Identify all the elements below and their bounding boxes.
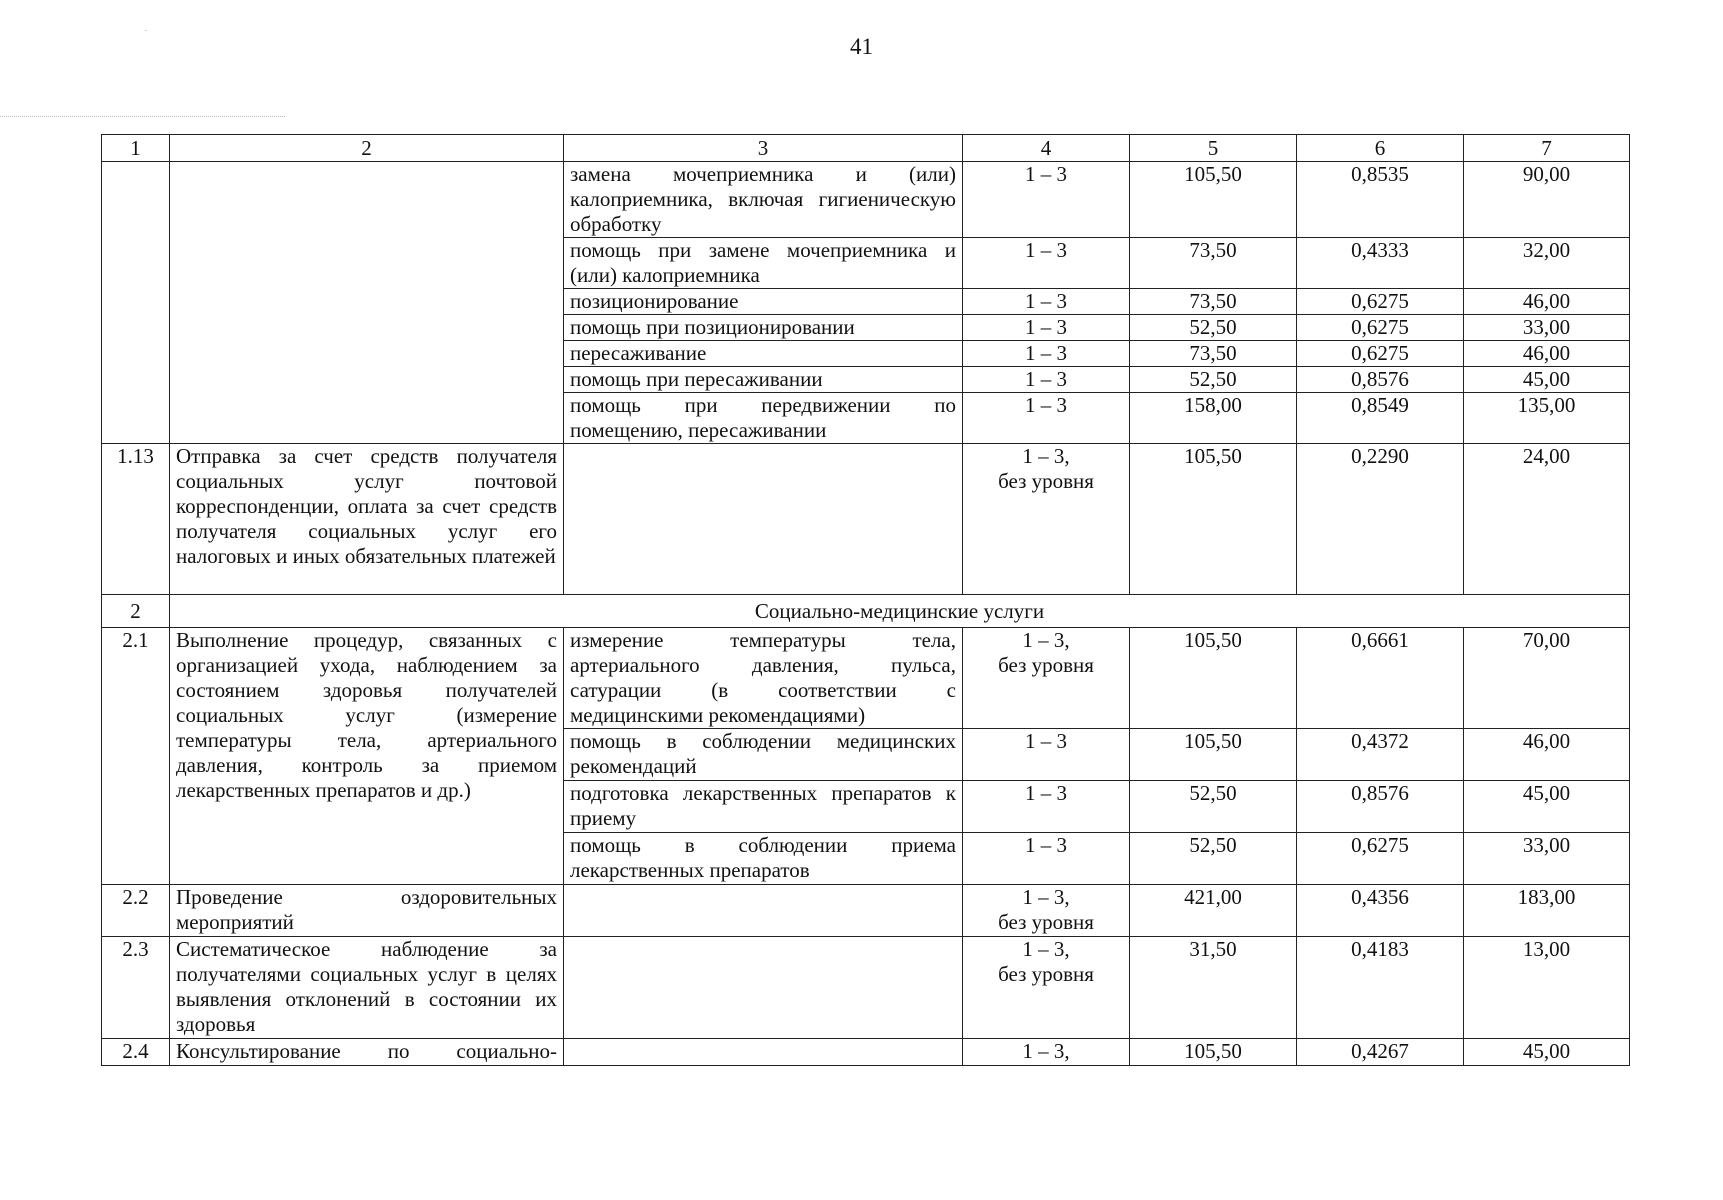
level-cell: 1 – 3 xyxy=(963,781,1130,833)
header-col-1: 1 xyxy=(102,135,170,162)
tariff-table xyxy=(101,134,1630,1066)
num-cell xyxy=(102,162,170,444)
level-cell: 1 – 3, без уровня xyxy=(963,444,1130,595)
section-row xyxy=(102,595,1630,628)
col7-cell: 46,00 xyxy=(1464,729,1630,781)
name-cell: Проведение оздоровительных мероприятий xyxy=(170,885,564,937)
name-cell: Выполнение процедур, связанных с организацией ухода, наблюдением за состоянием здоровья получателей социальных услуг (измерение температуры тела, артериального давления, контроль за приемом лекарственных препаратов и др.) xyxy=(170,628,564,885)
col6-cell: 0,8535 xyxy=(1297,162,1464,238)
name-cell: Систематическое наблюдение за получателями социальных услуг в целях выявления отклонений в состоянии их здоровья xyxy=(170,937,564,1039)
col7-cell: 183,00 xyxy=(1464,885,1630,937)
num-cell: 2.4 xyxy=(102,1039,170,1066)
table-row xyxy=(102,162,1630,238)
col7-cell: 45,00 xyxy=(1464,781,1630,833)
col6-cell: 0,4183 xyxy=(1297,937,1464,1039)
col5-cell: 52,50 xyxy=(1130,833,1297,885)
col5-cell: 73,50 xyxy=(1130,341,1297,367)
col6-cell: 0,6661 xyxy=(1297,628,1464,729)
col7-cell: 135,00 xyxy=(1464,393,1630,444)
scan-artifact xyxy=(145,30,147,31)
col5-cell: 421,00 xyxy=(1130,885,1297,937)
level-cell: 1 – 3 xyxy=(963,162,1130,238)
col5-cell: 105,50 xyxy=(1130,729,1297,781)
col5-cell: 52,50 xyxy=(1130,315,1297,341)
service-cell: помощь в соблюдении медицинских рекомендаций xyxy=(564,729,963,781)
col7-cell: 46,00 xyxy=(1464,289,1630,315)
col5-cell: 158,00 xyxy=(1130,393,1297,444)
level-cell: 1 – 3, без уровня xyxy=(963,937,1130,1039)
col6-cell: 0,4267 xyxy=(1297,1039,1464,1066)
table-row xyxy=(102,885,1630,937)
col5-cell: 105,50 xyxy=(1130,162,1297,238)
service-cell: позиционирование xyxy=(564,289,963,315)
col5-cell: 105,50 xyxy=(1130,628,1297,729)
service-cell: замена мочеприемника и (или) калоприемника, включая гигиеническую обработку xyxy=(564,162,963,238)
col6-cell: 0,6275 xyxy=(1297,833,1464,885)
col7-cell: 46,00 xyxy=(1464,341,1630,367)
level-cell: 1 – 3 xyxy=(963,833,1130,885)
col5-cell: 73,50 xyxy=(1130,238,1297,289)
section-title: Социально-медицинские услуги xyxy=(170,595,1630,628)
col7-cell: 13,00 xyxy=(1464,937,1630,1039)
col7-cell: 33,00 xyxy=(1464,833,1630,885)
col5-cell: 52,50 xyxy=(1130,367,1297,393)
col6-cell: 0,4372 xyxy=(1297,729,1464,781)
col5-cell: 105,50 xyxy=(1130,444,1297,595)
section-num-cell: 2 xyxy=(102,595,170,628)
page-number: 41 xyxy=(850,34,873,59)
col6-cell: 0,6275 xyxy=(1297,341,1464,367)
service-cell: помощь при пересаживании xyxy=(564,367,963,393)
level-cell: 1 – 3, без уровня xyxy=(963,885,1130,937)
num-cell: 2.2 xyxy=(102,885,170,937)
header-col-2: 2 xyxy=(170,135,564,162)
service-cell xyxy=(564,444,963,595)
service-cell: подготовка лекарственных препаратов к приему xyxy=(564,781,963,833)
header-col-7: 7 xyxy=(1464,135,1630,162)
level-cell: 1 – 3 xyxy=(963,393,1130,444)
num-cell: 2.3 xyxy=(102,937,170,1039)
level-cell: 1 – 3 xyxy=(963,315,1130,341)
table-row xyxy=(102,628,1630,729)
table-row xyxy=(102,444,1630,595)
level-cell: 1 – 3 xyxy=(963,238,1130,289)
col7-cell: 32,00 xyxy=(1464,238,1630,289)
col6-cell: 0,8576 xyxy=(1297,367,1464,393)
name-cell xyxy=(170,162,564,444)
header-col-3: 3 xyxy=(564,135,963,162)
header-col-4: 4 xyxy=(963,135,1130,162)
col7-cell: 24,00 xyxy=(1464,444,1630,595)
col5-cell: 31,50 xyxy=(1130,937,1297,1039)
service-cell: пересаживание xyxy=(564,341,963,367)
col7-cell: 70,00 xyxy=(1464,628,1630,729)
level-cell: 1 – 3, без уровня xyxy=(963,628,1130,729)
col5-cell: 52,50 xyxy=(1130,781,1297,833)
col5-cell: 105,50 xyxy=(1130,1039,1297,1066)
col6-cell: 0,6275 xyxy=(1297,289,1464,315)
header-col-6: 6 xyxy=(1297,135,1464,162)
service-cell xyxy=(564,885,963,937)
level-cell: 1 – 3 xyxy=(963,341,1130,367)
service-cell: помощь при замене мочеприемника и (или) калоприемника xyxy=(564,238,963,289)
level-cell: 1 – 3 xyxy=(963,729,1130,781)
col7-cell: 33,00 xyxy=(1464,315,1630,341)
col7-cell: 45,00 xyxy=(1464,367,1630,393)
service-cell: помощь в соблюдении приема лекарственных препаратов xyxy=(564,833,963,885)
num-cell: 2.1 xyxy=(102,628,170,885)
name-cell: Консультирование по социально- xyxy=(170,1039,564,1066)
service-cell: измерение температуры тела, артериального давления, пульса, сатурации (в соответствии с медицинскими рекомендациями) xyxy=(564,628,963,729)
num-cell: 1.13 xyxy=(102,444,170,595)
col6-cell: 0,8576 xyxy=(1297,781,1464,833)
col5-cell: 73,50 xyxy=(1130,289,1297,315)
service-cell xyxy=(564,937,963,1039)
level-cell: 1 – 3, xyxy=(963,1039,1130,1066)
scan-artifact-line xyxy=(0,116,285,117)
level-cell: 1 – 3 xyxy=(963,367,1130,393)
service-cell xyxy=(564,1039,963,1066)
level-cell: 1 – 3 xyxy=(963,289,1130,315)
header-col-5: 5 xyxy=(1130,135,1297,162)
col7-cell: 45,00 xyxy=(1464,1039,1630,1066)
col6-cell: 0,8549 xyxy=(1297,393,1464,444)
table-row xyxy=(102,1039,1630,1066)
col6-cell: 0,2290 xyxy=(1297,444,1464,595)
col7-cell: 90,00 xyxy=(1464,162,1630,238)
service-cell: помощь при позиционировании xyxy=(564,315,963,341)
col6-cell: 0,4333 xyxy=(1297,238,1464,289)
col6-cell: 0,6275 xyxy=(1297,315,1464,341)
service-cell: помощь при передвижении по помещению, пересаживании xyxy=(564,393,963,444)
col6-cell: 0,4356 xyxy=(1297,885,1464,937)
name-cell: Отправка за счет средств получателя социальных услуг почтовой корреспонденции, оплата за счет средств получателя социальных услуг его налоговых и иных обязательных платежей xyxy=(170,444,564,595)
table-header-row xyxy=(102,135,1630,162)
table-row xyxy=(102,937,1630,1039)
